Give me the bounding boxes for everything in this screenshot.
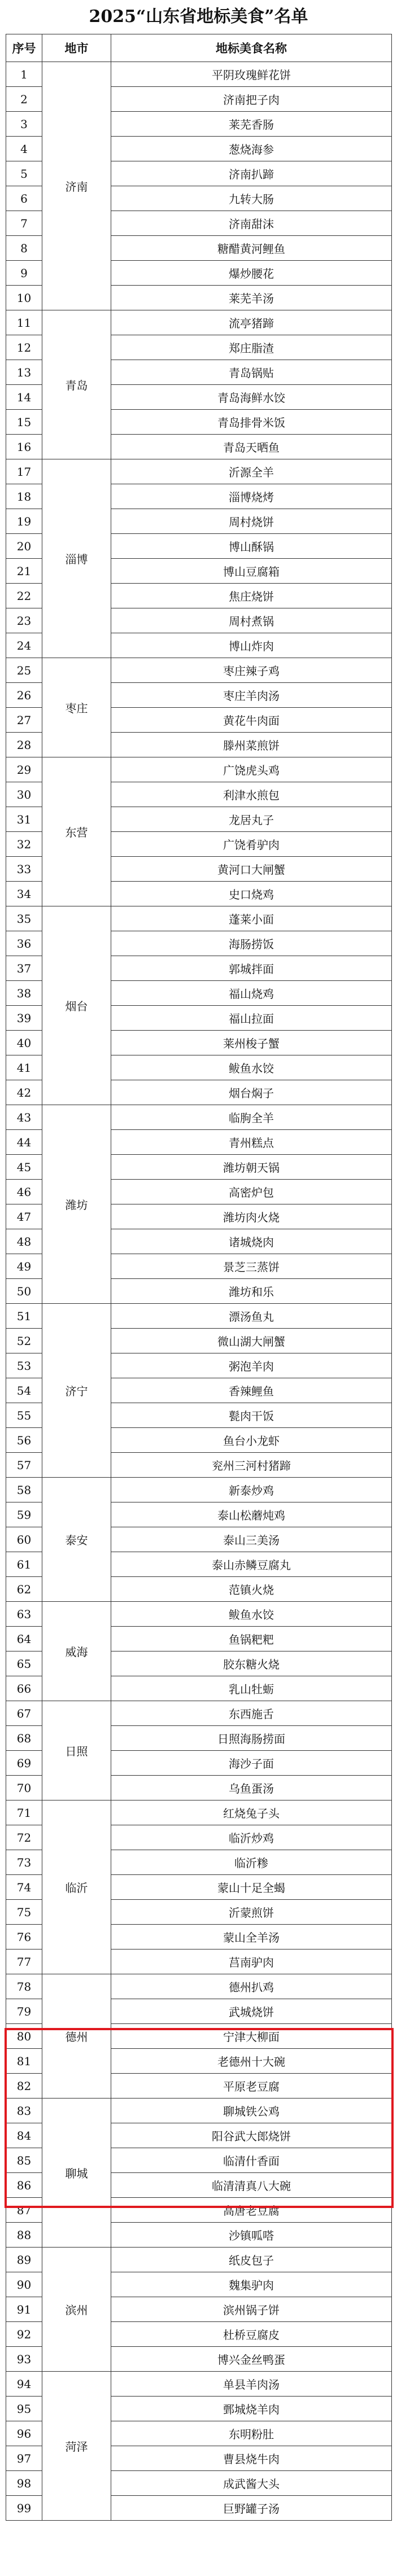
food-name-cell: 鱼台小龙虾	[111, 1428, 392, 1453]
row-index: 52	[6, 1329, 42, 1353]
row-index: 42	[6, 1080, 42, 1105]
food-name-cell: 青州糕点	[111, 1130, 392, 1155]
city-cell: 东营	[42, 757, 111, 906]
food-name-cell: 聊城铁公鸡	[111, 2099, 392, 2123]
city-cell: 临沂	[42, 1800, 111, 1974]
city-cell: 潍坊	[42, 1105, 111, 1304]
row-index: 98	[6, 2471, 42, 2496]
row-index: 90	[6, 2272, 42, 2297]
food-name-cell: 临沂炒鸡	[111, 1825, 392, 1850]
row-index: 58	[6, 1478, 42, 1502]
food-name-cell: 微山湖大闸蟹	[111, 1329, 392, 1353]
table-row	[6, 1974, 392, 1999]
food-name-cell: 胶东糖火烧	[111, 1651, 392, 1676]
food-name-cell: 滕州菜煎饼	[111, 733, 392, 757]
food-name-cell: 鱼锅粑粑	[111, 1627, 392, 1651]
table-row	[6, 310, 392, 335]
food-name-cell: 博山炸肉	[111, 633, 392, 658]
food-name-cell: 葱烧海参	[111, 137, 392, 161]
row-index: 96	[6, 2421, 42, 2446]
row-index: 70	[6, 1776, 42, 1800]
city-cell: 济南	[42, 62, 111, 310]
row-index: 2	[6, 87, 42, 112]
food-name-cell: 宁津大柳面	[111, 2024, 392, 2049]
row-index: 82	[6, 2074, 42, 2099]
food-name-cell: 泰山松蘑炖鸡	[111, 1502, 392, 1527]
row-index: 48	[6, 1229, 42, 1254]
row-index: 46	[6, 1180, 42, 1204]
row-index: 72	[6, 1825, 42, 1850]
row-index: 24	[6, 633, 42, 658]
header-city: 地市	[42, 34, 111, 62]
table-row	[6, 906, 392, 931]
city-cell: 滨州	[42, 2248, 111, 2372]
food-name-cell: 焦庄烧饼	[111, 584, 392, 608]
table-row	[6, 459, 392, 484]
table-row	[6, 1304, 392, 1329]
food-name-cell: 蒙山十足全蝎	[111, 1875, 392, 1900]
table-row	[6, 2248, 392, 2272]
row-index: 87	[6, 2198, 42, 2223]
city-cell: 泰安	[42, 1478, 111, 1602]
row-index: 31	[6, 807, 42, 832]
row-index: 8	[6, 236, 42, 261]
food-name-cell: 平原老豆腐	[111, 2074, 392, 2099]
food-name-cell: 沙镇呱嗒	[111, 2223, 392, 2248]
food-name-cell: 乌鱼蛋汤	[111, 1776, 392, 1800]
food-name-cell: 福山拉面	[111, 1006, 392, 1031]
food-name-cell: 海肠捞饭	[111, 931, 392, 956]
row-index: 12	[6, 335, 42, 360]
food-name-cell: 莱芜羊汤	[111, 286, 392, 310]
row-index: 41	[6, 1055, 42, 1080]
row-index: 74	[6, 1875, 42, 1900]
row-index: 6	[6, 186, 42, 211]
food-name-cell: 阳谷武大郎烧饼	[111, 2123, 392, 2148]
food-name-cell: 景芝三蒸饼	[111, 1254, 392, 1279]
row-index: 43	[6, 1105, 42, 1130]
row-index: 88	[6, 2223, 42, 2248]
food-name-cell: 单县羊肉汤	[111, 2372, 392, 2397]
table-row	[6, 757, 392, 782]
row-index: 95	[6, 2397, 42, 2421]
row-index: 13	[6, 360, 42, 385]
row-index: 36	[6, 931, 42, 956]
row-index: 1	[6, 62, 42, 87]
food-name-cell: 滨州锅子饼	[111, 2297, 392, 2322]
row-index: 54	[6, 1378, 42, 1403]
food-name-cell: 史口烧鸡	[111, 882, 392, 906]
food-list-table	[6, 34, 392, 2521]
row-index: 26	[6, 683, 42, 708]
table-header-row	[6, 34, 392, 62]
row-index: 28	[6, 733, 42, 757]
row-index: 49	[6, 1254, 42, 1279]
row-index: 73	[6, 1850, 42, 1875]
food-name-cell: 高密炉包	[111, 1180, 392, 1204]
row-index: 76	[6, 1925, 42, 1949]
food-name-cell: 临清什香面	[111, 2148, 392, 2173]
row-index: 81	[6, 2049, 42, 2074]
food-name-cell: 日照海肠捞面	[111, 1726, 392, 1751]
row-index: 22	[6, 584, 42, 608]
city-cell: 枣庄	[42, 658, 111, 757]
food-name-cell: 周村烧饼	[111, 509, 392, 534]
table-body	[6, 62, 392, 2521]
food-name-cell: 平阴玫瑰鲜花饼	[111, 62, 392, 87]
row-index: 68	[6, 1726, 42, 1751]
row-index: 57	[6, 1453, 42, 1478]
row-index: 23	[6, 608, 42, 633]
city-cell: 烟台	[42, 906, 111, 1105]
row-index: 55	[6, 1403, 42, 1428]
food-name-cell: 武城烧饼	[111, 1999, 392, 2024]
row-index: 50	[6, 1279, 42, 1304]
city-cell: 德州	[42, 1974, 111, 2099]
food-name-cell: 九转大肠	[111, 186, 392, 211]
food-name-cell: 周村煮锅	[111, 608, 392, 633]
food-name-cell: 枣庄辣子鸡	[111, 658, 392, 683]
row-index: 89	[6, 2248, 42, 2272]
food-name-cell: 龙居丸子	[111, 807, 392, 832]
city-cell: 济宁	[42, 1304, 111, 1478]
food-name-cell: 成武酱大头	[111, 2471, 392, 2496]
row-index: 92	[6, 2322, 42, 2347]
row-index: 66	[6, 1676, 42, 1701]
food-name-cell: 范镇火烧	[111, 1577, 392, 1602]
row-index: 37	[6, 956, 42, 981]
food-name-cell: 爆炒腰花	[111, 261, 392, 286]
city-cell: 青岛	[42, 310, 111, 459]
row-index: 56	[6, 1428, 42, 1453]
row-index: 86	[6, 2173, 42, 2198]
row-index: 32	[6, 832, 42, 857]
food-name-cell: 临清清真八大碗	[111, 2173, 392, 2198]
row-index: 63	[6, 1602, 42, 1627]
row-index: 93	[6, 2347, 42, 2372]
row-index: 15	[6, 410, 42, 435]
row-index: 29	[6, 757, 42, 782]
food-name-cell: 乳山牡蛎	[111, 1676, 392, 1701]
food-name-cell: 粥泡羊肉	[111, 1353, 392, 1378]
food-name-cell: 济南把子肉	[111, 87, 392, 112]
food-name-cell: 利津水煎包	[111, 782, 392, 807]
food-name-cell: 黄河口大闸蟹	[111, 857, 392, 882]
row-index: 71	[6, 1800, 42, 1825]
food-name-cell: 纸皮包子	[111, 2248, 392, 2272]
row-index: 62	[6, 1577, 42, 1602]
row-index: 51	[6, 1304, 42, 1329]
table-row	[6, 1800, 392, 1825]
food-name-cell: 青岛海鲜水饺	[111, 385, 392, 410]
row-index: 53	[6, 1353, 42, 1378]
row-index: 17	[6, 459, 42, 484]
food-name-cell: 蓬莱小面	[111, 906, 392, 931]
food-name-cell: 沂源全羊	[111, 459, 392, 484]
food-name-cell: 博山豆腐箱	[111, 559, 392, 584]
food-name-cell: 青岛排骨米饭	[111, 410, 392, 435]
table-row	[6, 1478, 392, 1502]
row-index: 61	[6, 1552, 42, 1577]
food-name-cell: 郭城拌面	[111, 956, 392, 981]
city-cell: 菏泽	[42, 2372, 111, 2521]
row-index: 75	[6, 1900, 42, 1925]
row-index: 11	[6, 310, 42, 335]
food-name-cell: 广饶肴驴肉	[111, 832, 392, 857]
food-name-cell: 兖州三河村猪蹄	[111, 1453, 392, 1478]
food-name-cell: 莱芜香肠	[111, 112, 392, 137]
food-name-cell: 泰山三美汤	[111, 1527, 392, 1552]
food-name-cell: 莱州梭子蟹	[111, 1031, 392, 1055]
food-name-cell: 淄博烧烤	[111, 484, 392, 509]
food-name-cell: 海沙子面	[111, 1751, 392, 1776]
food-name-cell: 临朐全羊	[111, 1105, 392, 1130]
city-cell: 威海	[42, 1602, 111, 1701]
food-name-cell: 济南扒蹄	[111, 161, 392, 186]
row-index: 40	[6, 1031, 42, 1055]
row-index: 69	[6, 1751, 42, 1776]
city-cell: 聊城	[42, 2099, 111, 2248]
row-index: 79	[6, 1999, 42, 2024]
row-index: 27	[6, 708, 42, 733]
row-index: 4	[6, 137, 42, 161]
food-name-cell: 甏肉干饭	[111, 1403, 392, 1428]
food-name-cell: 诸城烧肉	[111, 1229, 392, 1254]
food-name-cell: 潍坊肉火烧	[111, 1204, 392, 1229]
row-index: 85	[6, 2148, 42, 2173]
row-index: 80	[6, 2024, 42, 2049]
food-name-cell: 博兴金丝鸭蛋	[111, 2347, 392, 2372]
food-name-cell: 鲅鱼水饺	[111, 1602, 392, 1627]
food-name-cell: 老德州十大碗	[111, 2049, 392, 2074]
header-food-name: 地标美食名称	[111, 34, 392, 62]
food-name-cell: 魏集驴肉	[111, 2272, 392, 2297]
row-index: 91	[6, 2297, 42, 2322]
food-name-cell: 沂蒙煎饼	[111, 1900, 392, 1925]
row-index: 20	[6, 534, 42, 559]
row-index: 94	[6, 2372, 42, 2397]
food-name-cell: 漂汤鱼丸	[111, 1304, 392, 1329]
row-index: 65	[6, 1651, 42, 1676]
row-index: 14	[6, 385, 42, 410]
row-index: 18	[6, 484, 42, 509]
food-name-cell: 烟台焖子	[111, 1080, 392, 1105]
row-index: 60	[6, 1527, 42, 1552]
row-index: 34	[6, 882, 42, 906]
city-cell: 淄博	[42, 459, 111, 658]
row-index: 30	[6, 782, 42, 807]
food-name-cell: 糖醋黄河鲤鱼	[111, 236, 392, 261]
food-name-cell: 红烧兔子头	[111, 1800, 392, 1825]
row-index: 59	[6, 1502, 42, 1527]
food-name-cell: 蒙山全羊汤	[111, 1925, 392, 1949]
food-name-cell: 青岛锅贴	[111, 360, 392, 385]
header-index: 序号	[6, 34, 42, 62]
row-index: 9	[6, 261, 42, 286]
row-index: 97	[6, 2446, 42, 2471]
food-name-cell: 福山烧鸡	[111, 981, 392, 1006]
city-cell: 日照	[42, 1701, 111, 1800]
row-index: 83	[6, 2099, 42, 2123]
table-row	[6, 2372, 392, 2397]
row-index: 84	[6, 2123, 42, 2148]
food-name-cell: 高唐老豆腐	[111, 2198, 392, 2223]
food-name-cell: 广饶虎头鸡	[111, 757, 392, 782]
table-row	[6, 1701, 392, 1726]
food-name-cell: 枣庄羊肉汤	[111, 683, 392, 708]
row-index: 45	[6, 1155, 42, 1180]
food-name-cell: 博山酥锅	[111, 534, 392, 559]
food-name-cell: 杜桥豆腐皮	[111, 2322, 392, 2347]
table-row	[6, 62, 392, 87]
row-index: 21	[6, 559, 42, 584]
food-name-cell: 东西施舌	[111, 1701, 392, 1726]
food-name-cell: 郑庄脂渣	[111, 335, 392, 360]
row-index: 38	[6, 981, 42, 1006]
row-index: 35	[6, 906, 42, 931]
row-index: 10	[6, 286, 42, 310]
row-index: 99	[6, 2496, 42, 2521]
table-row	[6, 658, 392, 683]
table-row	[6, 1602, 392, 1627]
food-name-cell: 巨野罐子汤	[111, 2496, 392, 2521]
food-name-cell: 东明粉肚	[111, 2421, 392, 2446]
row-index: 5	[6, 161, 42, 186]
row-index: 25	[6, 658, 42, 683]
row-index: 16	[6, 435, 42, 459]
row-index: 3	[6, 112, 42, 137]
food-name-cell: 青岛天晒鱼	[111, 435, 392, 459]
food-name-cell: 流亭猪蹄	[111, 310, 392, 335]
table-row	[6, 1105, 392, 1130]
table-row	[6, 2099, 392, 2123]
food-name-cell: 曹县烧牛肉	[111, 2446, 392, 2471]
row-index: 7	[6, 211, 42, 236]
food-name-cell: 鄄城烧羊肉	[111, 2397, 392, 2421]
row-index: 47	[6, 1204, 42, 1229]
food-name-cell: 德州扒鸡	[111, 1974, 392, 1999]
food-name-cell: 鲅鱼水饺	[111, 1055, 392, 1080]
food-name-cell: 临沂糁	[111, 1850, 392, 1875]
row-index: 44	[6, 1130, 42, 1155]
row-index: 39	[6, 1006, 42, 1031]
food-name-cell: 香辣鲤鱼	[111, 1378, 392, 1403]
row-index: 77	[6, 1949, 42, 1974]
row-index: 78	[6, 1974, 42, 1999]
row-index: 64	[6, 1627, 42, 1651]
food-name-cell: 潍坊和乐	[111, 1279, 392, 1304]
food-name-cell: 潍坊朝天锅	[111, 1155, 392, 1180]
row-index: 19	[6, 509, 42, 534]
food-name-cell: 莒南驴肉	[111, 1949, 392, 1974]
row-index: 33	[6, 857, 42, 882]
page-title: 2025“山东省地标美食”名单	[89, 7, 308, 27]
food-name-cell: 泰山赤鳞豆腐丸	[111, 1552, 392, 1577]
row-index: 67	[6, 1701, 42, 1726]
food-name-cell: 新泰炒鸡	[111, 1478, 392, 1502]
food-name-cell: 黄花牛肉面	[111, 708, 392, 733]
food-name-cell: 济南甜沫	[111, 211, 392, 236]
